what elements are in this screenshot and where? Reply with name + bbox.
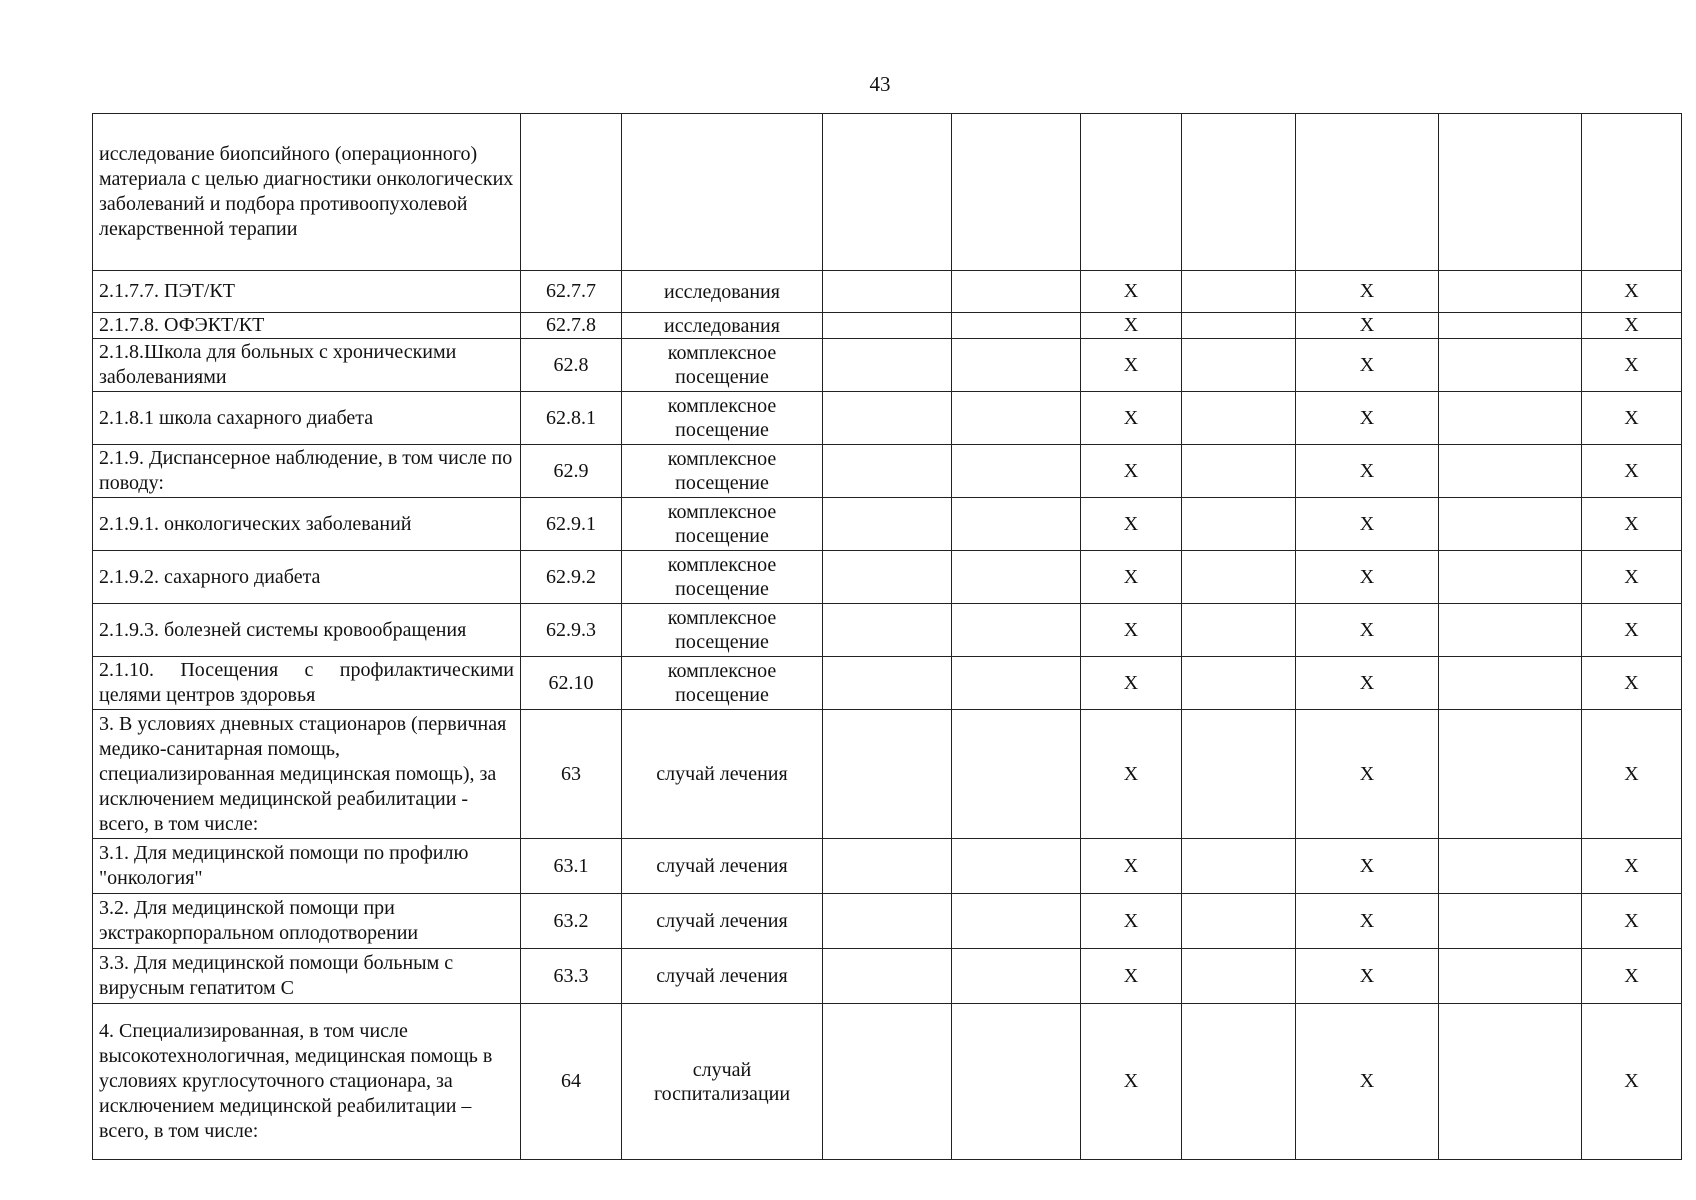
row-code: 63.1 — [521, 839, 622, 894]
table-row — [93, 710, 1682, 839]
empty-cell — [952, 710, 1081, 839]
empty-cell — [823, 498, 952, 551]
empty-cell — [952, 392, 1081, 445]
row-code: 62.8.1 — [521, 392, 622, 445]
row-name: 2.1.10. Посещения с профилактическими целями центров здоровья — [93, 657, 521, 710]
x-mark-2 — [1296, 114, 1439, 271]
row-code: 62.7.7 — [521, 271, 622, 313]
empty-cell — [1439, 657, 1582, 710]
row-unit: комплексное посещение — [622, 392, 823, 445]
table-row — [93, 604, 1682, 657]
x-mark-3: X — [1582, 894, 1682, 949]
x-mark-2: X — [1296, 445, 1439, 498]
empty-cell — [1439, 313, 1582, 339]
empty-cell — [952, 657, 1081, 710]
row-name: 2.1.9.2. сахарного диабета — [93, 551, 521, 604]
table-row — [93, 949, 1682, 1004]
table-row — [93, 445, 1682, 498]
row-name: 3.2. Для медицинской помощи при экстракорпоральном оплодотворении — [93, 894, 521, 949]
empty-cell — [1182, 604, 1296, 657]
x-mark-2: X — [1296, 894, 1439, 949]
empty-cell — [823, 894, 952, 949]
x-mark-1: X — [1081, 339, 1182, 392]
row-code: 62.7.8 — [521, 313, 622, 339]
x-mark-1: X — [1081, 498, 1182, 551]
x-mark-1: X — [1081, 657, 1182, 710]
x-mark-3: X — [1582, 839, 1682, 894]
table-row — [93, 551, 1682, 604]
empty-cell — [1439, 710, 1582, 839]
x-mark-3: X — [1582, 1004, 1682, 1160]
x-mark-1 — [1081, 114, 1182, 271]
page-number: 43 — [869, 72, 891, 96]
empty-cell — [1182, 114, 1296, 271]
x-mark-1: X — [1081, 271, 1182, 313]
row-code: 64 — [521, 1004, 622, 1160]
data-table — [92, 113, 1682, 1160]
row-unit: комплексное посещение — [622, 445, 823, 498]
x-mark-2: X — [1296, 604, 1439, 657]
empty-cell — [1182, 839, 1296, 894]
row-name: 2.1.9.3. болезней системы кровообращения — [93, 604, 521, 657]
empty-cell — [1439, 271, 1582, 313]
empty-cell — [1439, 949, 1582, 1004]
row-name: 2.1.8.1 школа сахарного диабета — [93, 392, 521, 445]
row-name: 3.3. Для медицинской помощи больным с вирусным гепатитом С — [93, 949, 521, 1004]
x-mark-2: X — [1296, 657, 1439, 710]
row-unit: случай госпитализации — [622, 1004, 823, 1160]
empty-cell — [1182, 339, 1296, 392]
x-mark-2: X — [1296, 271, 1439, 313]
row-unit — [622, 114, 823, 271]
x-mark-3 — [1582, 114, 1682, 271]
row-unit: исследования — [622, 313, 823, 339]
row-unit: случай лечения — [622, 710, 823, 839]
empty-cell — [1182, 498, 1296, 551]
table-row — [93, 894, 1682, 949]
empty-cell — [952, 604, 1081, 657]
table-row — [93, 839, 1682, 894]
row-code — [521, 114, 622, 271]
row-name: 4. Специализированная, в том числе высокотехнологичная, медицинская помощь в условиях круглосуточного стационара, за исключением медицинской реабилитации – всего, в том числе: — [93, 1004, 521, 1160]
table-row — [93, 1004, 1682, 1160]
empty-cell — [1439, 839, 1582, 894]
x-mark-3: X — [1582, 339, 1682, 392]
empty-cell — [1182, 894, 1296, 949]
row-code: 62.9.2 — [521, 551, 622, 604]
row-name: 2.1.9.1. онкологических заболеваний — [93, 498, 521, 551]
row-unit: комплексное посещение — [622, 657, 823, 710]
row-unit: случай лечения — [622, 894, 823, 949]
x-mark-3: X — [1582, 313, 1682, 339]
row-code: 63.3 — [521, 949, 622, 1004]
empty-cell — [823, 339, 952, 392]
empty-cell — [1182, 657, 1296, 710]
empty-cell — [1439, 604, 1582, 657]
table-row — [93, 339, 1682, 392]
row-unit: исследования — [622, 271, 823, 313]
row-unit: комплексное посещение — [622, 498, 823, 551]
x-mark-3: X — [1582, 710, 1682, 839]
x-mark-2: X — [1296, 339, 1439, 392]
empty-cell — [952, 313, 1081, 339]
x-mark-1: X — [1081, 313, 1182, 339]
row-code: 62.9.1 — [521, 498, 622, 551]
row-name: 3.1. Для медицинской помощи по профилю "онкология" — [93, 839, 521, 894]
x-mark-3: X — [1582, 657, 1682, 710]
row-code: 62.8 — [521, 339, 622, 392]
empty-cell — [1182, 1004, 1296, 1160]
empty-cell — [1182, 551, 1296, 604]
x-mark-1: X — [1081, 392, 1182, 445]
table-row — [93, 271, 1682, 313]
empty-cell — [823, 1004, 952, 1160]
x-mark-3: X — [1582, 498, 1682, 551]
empty-cell — [1182, 313, 1296, 339]
x-mark-3: X — [1582, 604, 1682, 657]
empty-cell — [952, 839, 1081, 894]
x-mark-3: X — [1582, 445, 1682, 498]
x-mark-1: X — [1081, 1004, 1182, 1160]
empty-cell — [1182, 271, 1296, 313]
empty-cell — [823, 271, 952, 313]
x-mark-1: X — [1081, 839, 1182, 894]
empty-cell — [1439, 894, 1582, 949]
empty-cell — [1182, 949, 1296, 1004]
empty-cell — [823, 657, 952, 710]
x-mark-3: X — [1582, 949, 1682, 1004]
x-mark-1: X — [1081, 949, 1182, 1004]
row-name: 2.1.7.7. ПЭТ/КТ — [93, 271, 521, 313]
x-mark-2: X — [1296, 392, 1439, 445]
row-name: 3. В условиях дневных стационаров (первичная медико-санитарная помощь, специализированная медицинская помощь), за исключением медицинской реабилитации - всего, в том числе: — [93, 710, 521, 839]
empty-cell — [823, 710, 952, 839]
table-row — [93, 114, 1682, 271]
row-name: 2.1.8.Школа для больных с хроническими заболеваниями — [93, 339, 521, 392]
row-code: 62.9.3 — [521, 604, 622, 657]
x-mark-2: X — [1296, 710, 1439, 839]
x-mark-2: X — [1296, 949, 1439, 1004]
empty-cell — [1439, 339, 1582, 392]
empty-cell — [952, 339, 1081, 392]
row-name: 2.1.9. Диспансерное наблюдение, в том числе по поводу: — [93, 445, 521, 498]
x-mark-3: X — [1582, 271, 1682, 313]
empty-cell — [952, 114, 1081, 271]
row-code: 62.9 — [521, 445, 622, 498]
empty-cell — [823, 839, 952, 894]
empty-cell — [952, 445, 1081, 498]
empty-cell — [952, 551, 1081, 604]
x-mark-2: X — [1296, 498, 1439, 551]
table-row — [93, 498, 1682, 551]
empty-cell — [823, 551, 952, 604]
table-row — [93, 657, 1682, 710]
x-mark-1: X — [1081, 445, 1182, 498]
empty-cell — [1439, 551, 1582, 604]
x-mark-3: X — [1582, 551, 1682, 604]
empty-cell — [823, 604, 952, 657]
empty-cell — [1182, 710, 1296, 839]
empty-cell — [952, 498, 1081, 551]
x-mark-1: X — [1081, 604, 1182, 657]
empty-cell — [1439, 392, 1582, 445]
empty-cell — [952, 1004, 1081, 1160]
x-mark-2: X — [1296, 1004, 1439, 1160]
row-unit: комплексное посещение — [622, 551, 823, 604]
row-code: 62.10 — [521, 657, 622, 710]
row-code: 63.2 — [521, 894, 622, 949]
x-mark-1: X — [1081, 894, 1182, 949]
row-unit: случай лечения — [622, 949, 823, 1004]
x-mark-2: X — [1296, 313, 1439, 339]
empty-cell — [952, 894, 1081, 949]
empty-cell — [1439, 114, 1582, 271]
empty-cell — [823, 949, 952, 1004]
row-code: 63 — [521, 710, 622, 839]
empty-cell — [952, 949, 1081, 1004]
empty-cell — [1182, 445, 1296, 498]
empty-cell — [823, 313, 952, 339]
empty-cell — [823, 445, 952, 498]
row-name: 2.1.7.8. ОФЭКТ/КТ — [93, 313, 521, 339]
empty-cell — [1439, 498, 1582, 551]
empty-cell — [823, 114, 952, 271]
empty-cell — [1182, 392, 1296, 445]
x-mark-1: X — [1081, 710, 1182, 839]
table-row — [93, 313, 1682, 339]
empty-cell — [952, 271, 1081, 313]
empty-cell — [1439, 1004, 1582, 1160]
row-unit: случай лечения — [622, 839, 823, 894]
row-unit: комплексное посещение — [622, 604, 823, 657]
x-mark-1: X — [1081, 551, 1182, 604]
x-mark-2: X — [1296, 551, 1439, 604]
empty-cell — [823, 392, 952, 445]
x-mark-2: X — [1296, 839, 1439, 894]
table-row — [93, 392, 1682, 445]
row-unit: комплексное посещение — [622, 339, 823, 392]
empty-cell — [1439, 445, 1582, 498]
row-name: исследование биопсийного (операционного) материала с целью диагностики онкологических заболеваний и подбора противоопухолевой лекарственной терапии — [93, 114, 521, 271]
x-mark-3: X — [1582, 392, 1682, 445]
